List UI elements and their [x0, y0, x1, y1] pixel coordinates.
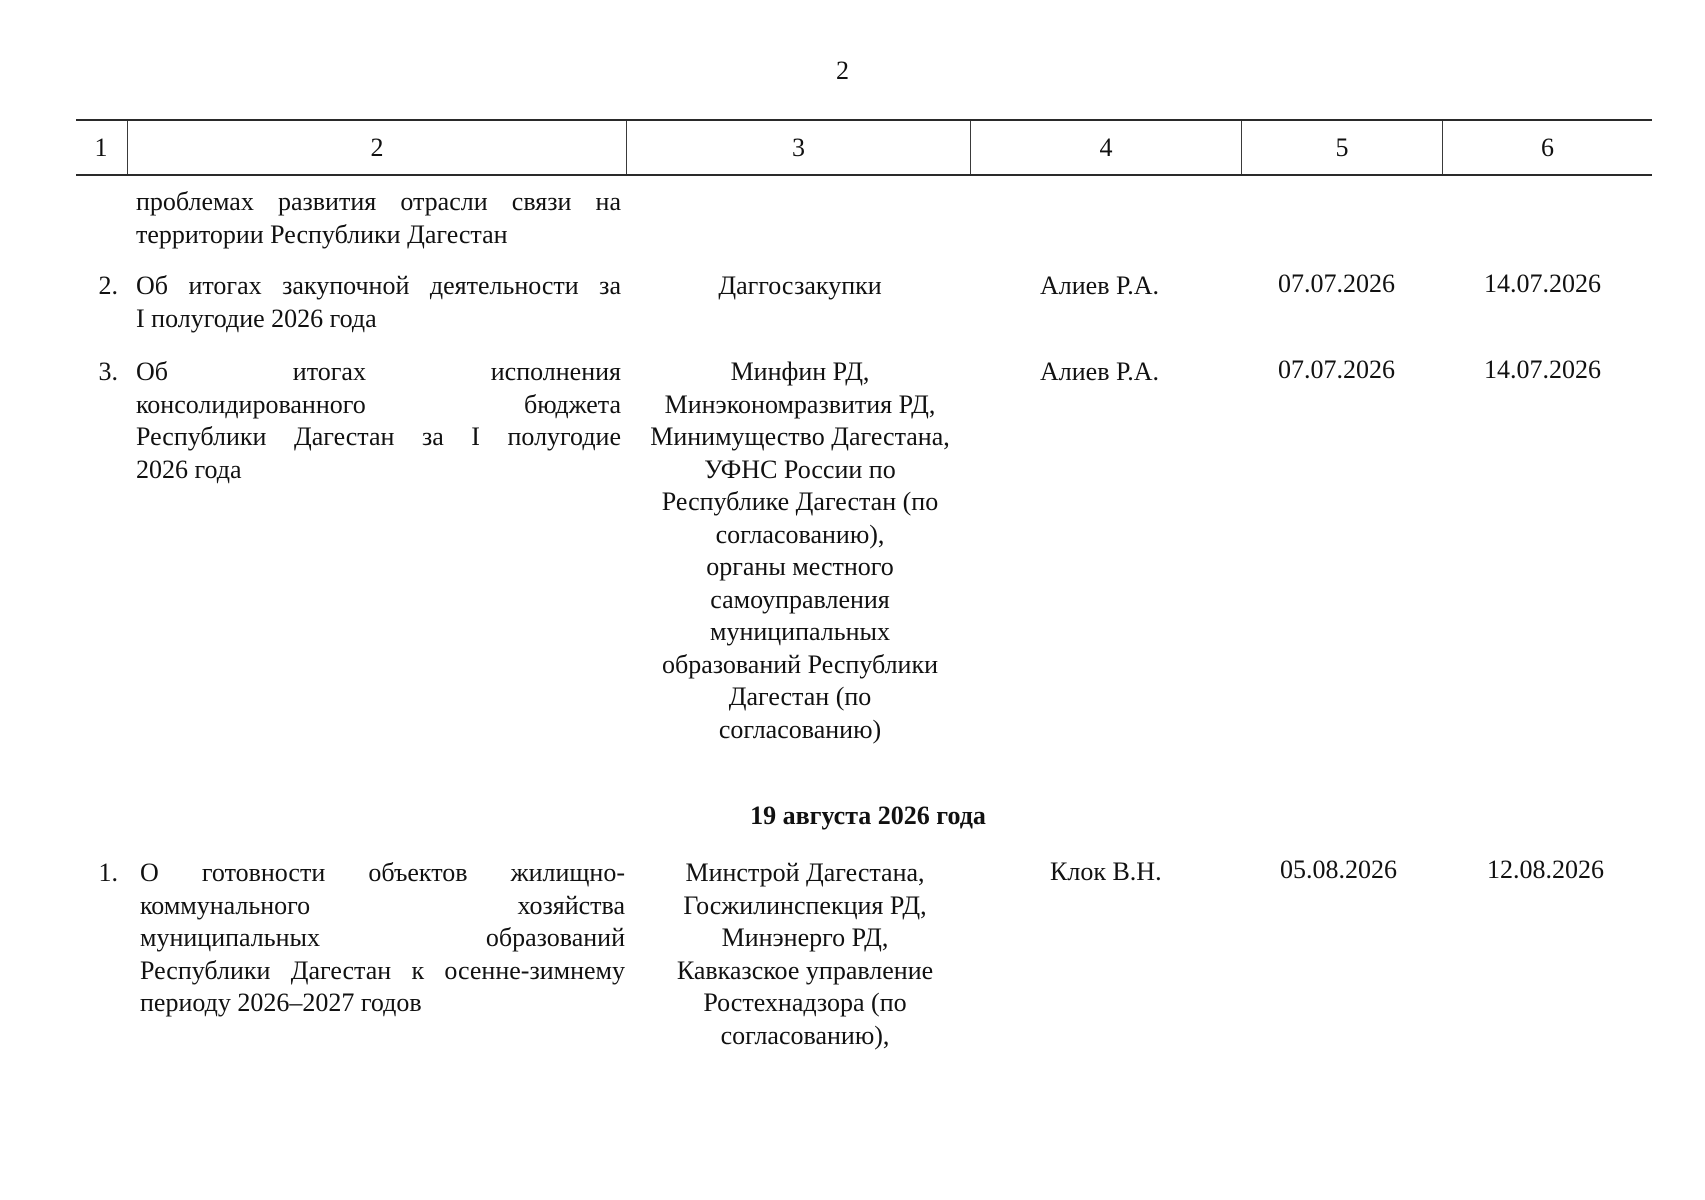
text-line: территории Республики Дагестан: [136, 219, 508, 249]
text-line: Кавказское управление: [676, 955, 934, 985]
row-date-submit: 07.07.2026: [1278, 355, 1395, 384]
row-number: 1.: [98, 858, 118, 887]
text-line: Минэнерго РД,: [721, 923, 889, 952]
text-line: Минстрой Дагестана,: [685, 858, 925, 887]
text-line: проблемах развития отрасли связи на: [136, 187, 621, 216]
header-col-3: 3: [792, 133, 805, 162]
header-col-5: 5: [1335, 133, 1349, 162]
text-line: Об итогах исполнения: [136, 357, 621, 386]
text-line: согласованию): [718, 714, 882, 744]
text-line: Республики Дагестан к осенне-зимнему: [140, 955, 625, 985]
text-line: 2026 года: [136, 454, 242, 484]
row-topic: [140, 857, 625, 1020]
text-line: муниципальных образований: [140, 923, 625, 952]
row-person: Алиев Р.А.: [1040, 357, 1159, 386]
text-line: УФНС России по: [704, 454, 896, 484]
text-line: Об итогах закупочной деятельности за: [136, 271, 621, 300]
text-line: Госжилинспекция РД,: [683, 890, 927, 920]
row-responsible: [650, 857, 960, 1052]
text-line: согласованию),: [715, 519, 885, 549]
text-line: органы местного: [706, 552, 894, 581]
header-col-2: 2: [370, 133, 384, 162]
row-responsible: [630, 356, 970, 746]
table-header: [76, 119, 1652, 176]
text-line: консолидированного бюджета: [136, 389, 621, 419]
row-date-approve: 14.07.2026: [1484, 269, 1601, 298]
row-date-submit: 05.08.2026: [1280, 855, 1397, 884]
row-responsible: [630, 270, 970, 303]
row-person: Клок В.Н.: [1050, 857, 1162, 886]
row-person: Алиев Р.А.: [1040, 271, 1159, 300]
row-date-submit: 07.07.2026: [1278, 269, 1395, 298]
text-line: периоду 2026–2027 годов: [140, 988, 422, 1017]
header-col-1: 1: [94, 133, 108, 162]
section-heading: 19 августа 2026 года: [750, 801, 986, 830]
text-line: Минимущество Дагестана,: [650, 422, 950, 451]
row-topic: [136, 356, 621, 486]
row-number: 3.: [98, 357, 118, 386]
text-line: Даггосзакупки: [718, 271, 882, 300]
continuation-text: [136, 186, 621, 251]
row-date-approve: 14.07.2026: [1484, 355, 1601, 384]
text-line: Республики Дагестан за I полугодие: [136, 422, 621, 451]
text-line: Минэкономразвития РД,: [664, 389, 936, 419]
text-line: Минфин РД,: [730, 357, 870, 386]
page-number: 2: [836, 56, 849, 85]
text-line: коммунального хозяйства: [140, 890, 625, 920]
text-line: I полугодие 2026 года: [136, 303, 377, 333]
row-topic: [136, 270, 621, 335]
text-line: Ростехнадзора (по: [703, 988, 907, 1017]
text-line: муниципальных: [709, 617, 890, 646]
text-line: самоуправления: [710, 584, 890, 614]
text-line: согласованию),: [720, 1020, 890, 1050]
text-line: О готовности объектов жилищно-: [140, 858, 625, 887]
row-date-approve: 12.08.2026: [1487, 855, 1604, 884]
text-line: образований Республики: [661, 649, 939, 679]
text-line: Республике Дагестан (по: [661, 487, 939, 516]
row-number: 2.: [98, 271, 118, 300]
header-col-6: 6: [1541, 133, 1554, 162]
header-col-4: 4: [1099, 133, 1113, 162]
text-line: Дагестан (по: [728, 682, 872, 711]
